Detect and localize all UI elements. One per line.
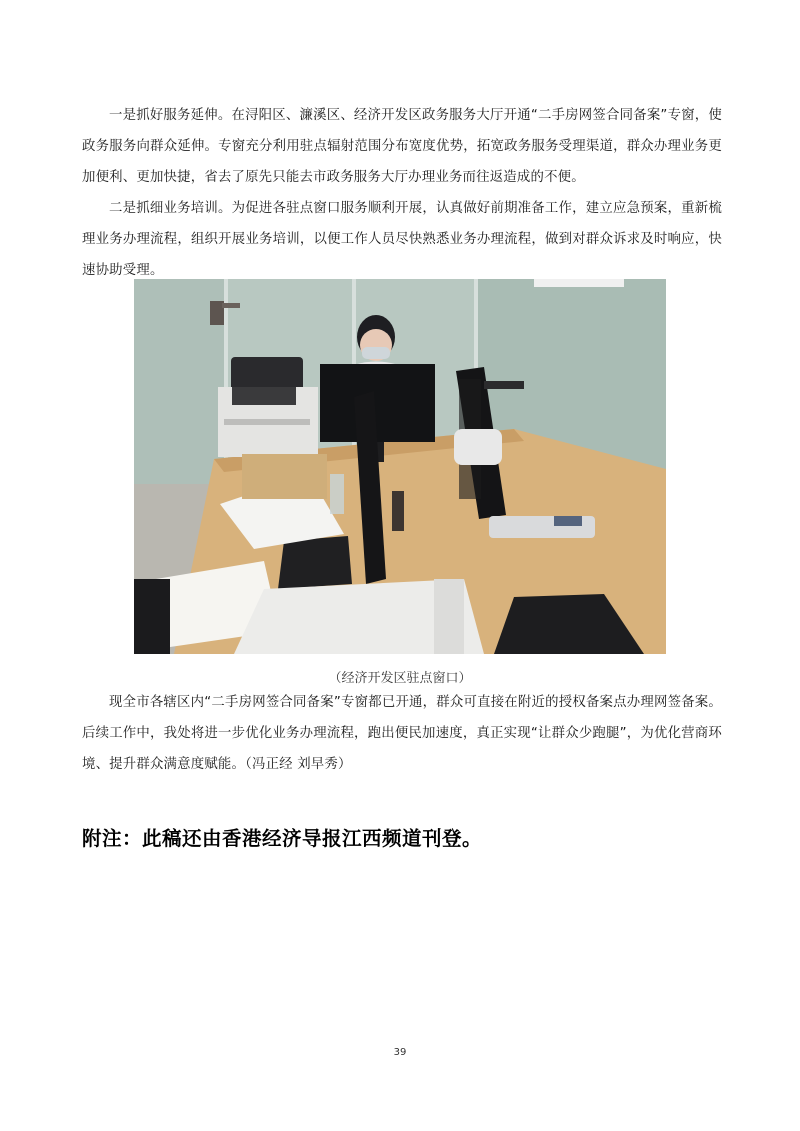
page-number: 39	[393, 1047, 407, 1058]
paragraph-business-training: 二是抓细业务培训。为促进各驻点窗口服务顺利开展，认真做好前期准备工作，建立应急预案，重新梳理业务办理流程，组织开展业务培训，以便工作人员尽快熟悉业务办理流程，做到对群众诉求及时响应，快速协助受理。	[82, 201, 722, 278]
photo-caption: （经济开发区驻点窗口）	[328, 671, 472, 686]
paragraph-summary: 现全市各辖区内“二手房网签合同备案”专窗都已开通，群众可直接在附近的授权备案点办理网签备案。后续工作中，我处将进一步优化业务办理流程，跑出便民加速度，真正实现“让群众少跑腿”，为优化营商环境、提升群众满意度赋能。（冯正经 刘早秀）	[82, 695, 722, 772]
paragraph-service-extension: 一是抓好服务延伸。在浔阳区、濂溪区、经济开发区政务服务大厅开通“二手房网签合同备案”专窗，使政务服务向群众延伸。专窗充分利用驻点辐射范围分布宽度优势，拓宽政务服务受理渠道，群众办理业务更加便利、更加快捷，省去了原先只能去市政务服务大厅办理业务而往返造成的不便。	[82, 108, 722, 185]
publication-note: 附注：此稿还由香港经济导报江西频道刊登。	[82, 827, 483, 850]
office-window-photo	[134, 279, 666, 654]
